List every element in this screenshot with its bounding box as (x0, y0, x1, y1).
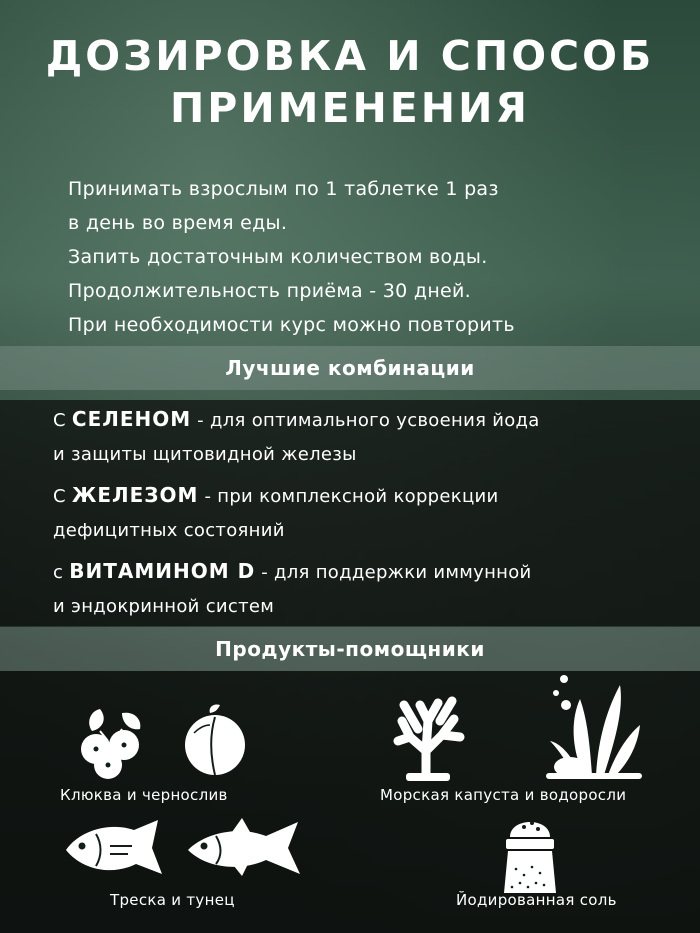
tuna-icon (186, 816, 304, 878)
instruction-line: Принимать взрослым по 1 таблетке 1 раз (68, 178, 499, 200)
cod-icon (62, 816, 166, 878)
combo-text: - при комплексной коррекции (198, 486, 499, 507)
product-label: Треска и тунец (110, 891, 235, 909)
combo-nutrient: ВИТАМИНОМ D (69, 559, 256, 583)
instruction-line: Запить достаточным количеством воды. (68, 246, 488, 268)
combo-prefix: С (53, 486, 72, 507)
instruction-line: в день во время еды. (68, 212, 288, 234)
combo-text-line2: и защиты щитовидной железы (53, 444, 357, 465)
combinations-list (0, 400, 700, 626)
combinations-heading: Лучшие комбинации (0, 346, 700, 390)
combination-selenium (53, 402, 673, 472)
instruction-line: При необходимости курс можно повторить (68, 314, 515, 336)
cranberry-icon (72, 701, 152, 781)
combo-nutrient: СЕЛЕНОМ (71, 407, 192, 431)
product-label: Морская капуста и водоросли (380, 786, 627, 804)
products-grid (0, 671, 700, 933)
product-label: Йодированная соль (456, 891, 617, 909)
dosage-instructions (68, 172, 668, 342)
combo-text: - для оптимального усвоения йода (191, 410, 540, 431)
title-line-2: ПРИМЕНЕНИЯ (169, 84, 530, 132)
combo-text-line2: дефицитных состояний (53, 520, 285, 541)
combination-iron (53, 478, 673, 548)
combo-text-line2: и эндокринной систем (53, 596, 275, 617)
combo-text: - для поддержки иммунной (255, 562, 532, 583)
products-heading: Продукты-помощники (0, 627, 700, 671)
salt-shaker-icon (498, 811, 562, 895)
coral-icon (390, 691, 470, 781)
product-label: Клюква и чернослив (60, 786, 228, 804)
combo-nutrient: ЖЕЛЕЗОМ (71, 483, 199, 507)
instruction-line: Продолжительность приёма - 30 дней. (68, 280, 472, 302)
combination-vitamin-d (53, 554, 673, 624)
title-line-1: ДОЗИРОВКА И СПОСОБ (45, 32, 655, 80)
combo-prefix: с (53, 562, 70, 583)
page-title (0, 30, 700, 134)
seaweed-icon (544, 671, 644, 781)
prune-icon (180, 699, 250, 777)
combo-prefix: С (53, 410, 72, 431)
